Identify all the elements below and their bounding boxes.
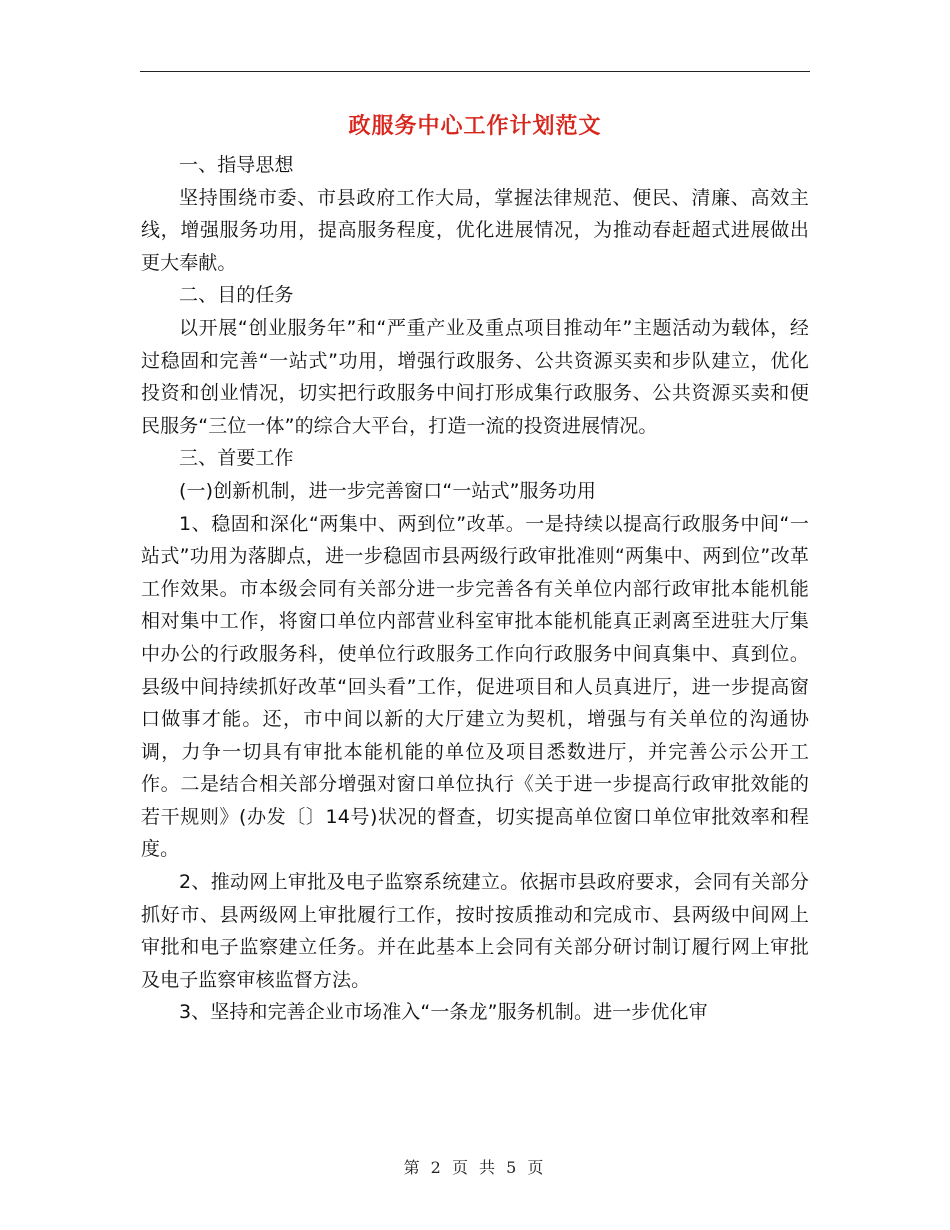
body-paragraph: 以开展“创业服务年”和“严重产业及重点项目推动年”主题活动为载体，经过稳固和完善“一站式”功用，增强行政服务、公共资源买卖和步队建立，优化投资和创业情况，切实把行政服务中间打形成集行政服务、公共资源买卖和便民服务“三位一体”的综合大平台，打造一流的投资进展情况。 [141, 316, 809, 437]
body-paragraph: 2、推动网上审批及电子监察系统建立。依据市县政府要求，会同有关部分抓好市、县两级网上审批履行工作，按时按质推动和完成市、县两级中间网上审批和电子监察建立任务。并在此基本上会同有关部分研讨制订履行网上审批及电子监察审核监督方法。 [141, 871, 809, 991]
section-heading-guiding-thought: 一、指导思想 [179, 154, 294, 176]
section-heading-objectives: 二、目的任务 [179, 284, 294, 307]
body-paragraph: 坚持围绕市委、市县政府工作大局，掌握法律规范、便民、清廉、高效主线，增强服务功用，提高服务程度，优化进展情况，为推动春赶超式进展做出更大奉献。 [141, 186, 809, 274]
document-title: 政服务中心工作计划范文 [348, 114, 602, 139]
body-paragraph: 1、稳固和深化“两集中、两到位”改革。一是持续以提高行政服务中间“一站式”功用为落脚点，进一步稳固市县两级行政审批准则“两集中、两到位”改革工作效果。市本级会同有关部分进一步完善各有关单位内部行政审批本能机能相对集中工作，将窗口单位内部营业科室审批本能机能真正剥离至进驻大厅集中办公的行政服务科，使单位行政服务工作向行政服务中间真集中、真到位。县级中间持续抓好改革“回头看”工作，促进项目和人员真进厅，进一步提高窗口做事才能。还，市中间以新的大厅建立为契机，增强与有关单位的沟通协调，力争一切具有审批本能机能的单位及项目悉数进厅，并完善公示公开工作。二是结合相关部分增强对窗口单位执行《关于进一步提高行政审批效能的若干规则》(办发〔〕14号)状况的督查，切实提高单位窗口单位审批效率和程度。 [141, 512, 809, 861]
body-paragraph: 3、坚持和完善企业市场准入“一条龙”服务机制。进一步优化审 [179, 1001, 708, 1024]
section-heading-main-work: 三、首要工作 [179, 447, 294, 470]
subsection-heading: (一)创新机制，进一步完善窗口“一站式”服务功用 [179, 479, 596, 502]
document-body [141, 149, 809, 1029]
header-rule [140, 71, 810, 72]
page-number-footer: 第 2 页 共 5 页 [403, 1158, 547, 1177]
